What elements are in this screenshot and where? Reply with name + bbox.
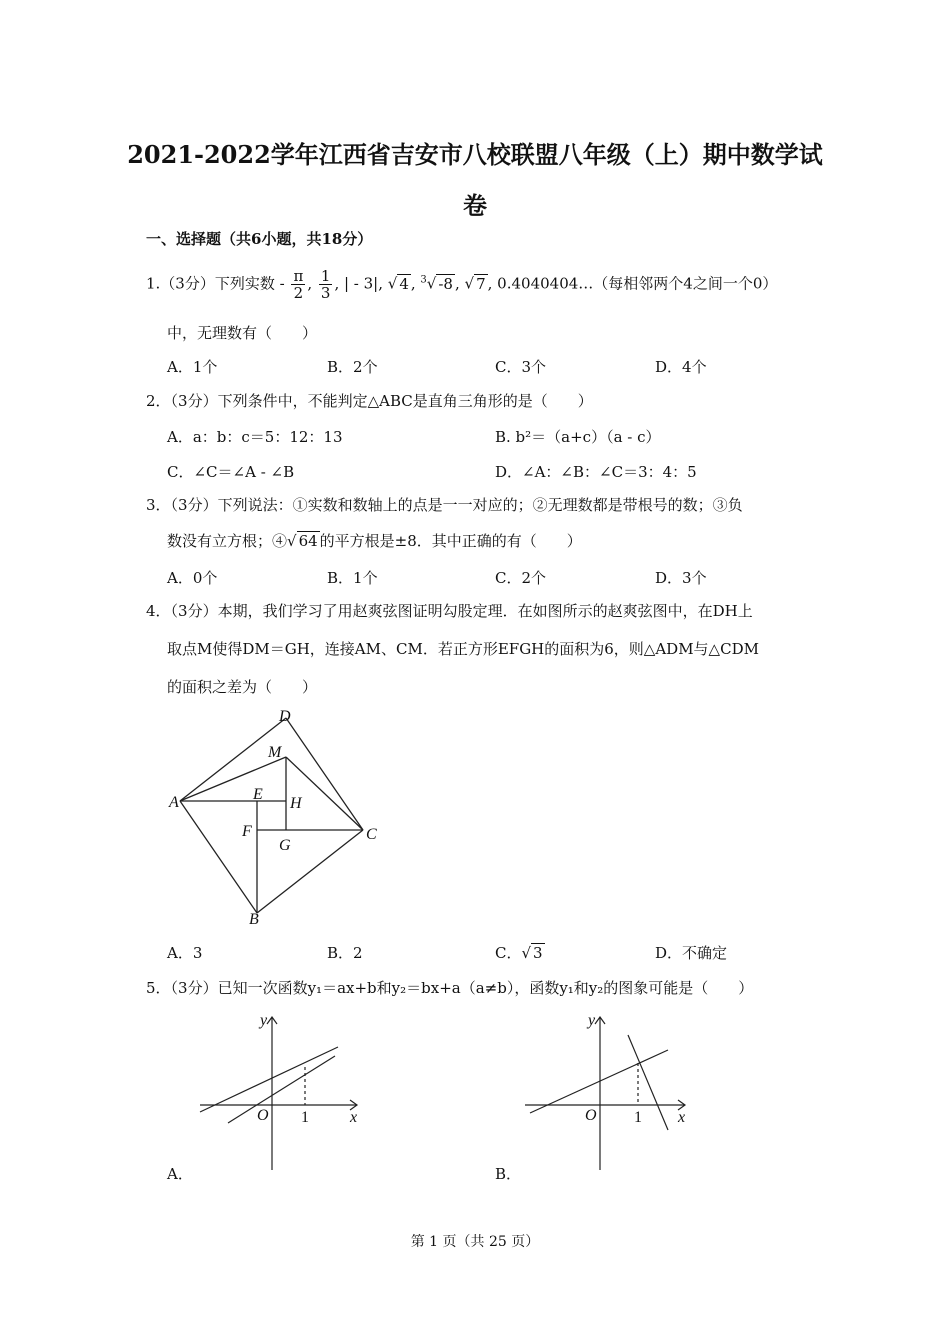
q2-option-b: B. b²＝（a+c）（a - c）: [495, 428, 661, 446]
frac-pi-over-2: [291, 268, 305, 301]
q1-option-d: D．4个: [655, 358, 707, 376]
q3-option-d: D．3个: [655, 569, 707, 587]
zhao-shuang-figure: [160, 700, 400, 932]
section-heading: 一、选择题（共6小题，共18分）: [146, 230, 373, 248]
segment-cm: [286, 757, 363, 830]
origin-label: O: [585, 1107, 597, 1124]
q4-option-a: A．3: [167, 944, 203, 962]
sqrt-64: 64: [298, 532, 318, 550]
tick-1-label: 1: [634, 1109, 642, 1126]
graph-b: [520, 1005, 695, 1175]
line-y1: [200, 1047, 338, 1112]
edge-cb: [257, 830, 363, 913]
q5-option-b: B．: [495, 1165, 522, 1183]
question-2: 2．（3分）下列条件中，不能判定△ABC是直角三角形的是（ ）: [146, 392, 593, 410]
label-c: C: [366, 826, 377, 843]
q4-line2: 取点M使得DM＝GH，连接AM、CM．若正方形EFGH的面积为6，则△ADM与△CDM: [167, 640, 759, 658]
cbrt-neg8: -8: [438, 274, 453, 293]
q3-line2: 数没有立方根；④√ 64 的平方根是±8．其中正确的有（ ）: [167, 532, 582, 550]
page-title: 2021-2022学年江西省吉安市八校联盟八年级（上）期中数学试: [127, 140, 823, 169]
graph-a: [195, 1005, 370, 1175]
label-b: B: [249, 911, 259, 928]
q1-option-a: A．1个: [167, 358, 218, 376]
q4-option-c-label: C．: [495, 944, 522, 962]
q1-tail: , 0.4040404…（每相邻两个4之间一个0）: [487, 274, 778, 293]
q4-line3: 的面积之差为（ ）: [167, 678, 318, 696]
q2-option-c: C．∠C＝∠A - ∠B: [167, 463, 295, 481]
label-e: E: [253, 786, 263, 803]
question-5: 5．（3分）已知一次函数y₁＝ax+b和y₂＝bx+a（a≠b），函数y₁和y₂的图象可能是（ ）: [146, 979, 754, 997]
question-1: 1.（3分）下列实数 - $\frac{\pi}{2}$ , $\frac{1}{3}$ , | - 3|, √ 4 , $^3$√ -8 , √ 7 , 0.4040404…（每相邻两个4之间一个0）: [146, 267, 778, 302]
q3-post: 的平方根是±8．其中正确的有（ ）: [319, 532, 582, 550]
question-4: 4．（3分）本期，我们学习了用赵爽弦图证明勾股定理．在如图所示的赵爽弦图中，在DH上: [146, 602, 753, 620]
frac-num: 1: [320, 267, 331, 285]
sqrt-3: 3: [533, 944, 543, 962]
q1-option-c: C．3个: [495, 358, 547, 376]
label-f: F: [242, 823, 252, 840]
page-title-continued: 卷: [463, 191, 487, 220]
q3-option-c: C．2个: [495, 569, 547, 587]
q1-abs: , | - 3|,: [334, 274, 383, 293]
q1-option-b: B．2个: [327, 358, 378, 376]
label-g: G: [279, 837, 291, 854]
sqrt-4: 4: [399, 274, 409, 293]
tick-1-label: 1: [301, 1109, 309, 1126]
frac-1-over-3: [319, 268, 333, 301]
page-footer: 第 1 页（共 25 页）: [410, 1234, 540, 1250]
frac-den: 3: [320, 284, 331, 302]
cube-root-index: 3: [420, 274, 427, 286]
q1-line2: 中，无理数有（ ）: [167, 324, 318, 342]
q4-option-c: C．√ 3: [495, 944, 543, 962]
x-label: x: [350, 1109, 358, 1126]
q1-prefix: 1.（3分）下列实数 -: [146, 274, 285, 293]
frac-num: π: [293, 267, 304, 285]
q2-option-d: D．∠A：∠B：∠C＝3：4：5: [495, 463, 697, 481]
question-3: 3．（3分）下列说法：①实数和数轴上的点是一一对应的；②无理数都是带根号的数；③负: [146, 496, 743, 514]
q4-option-d: D．不确定: [655, 944, 728, 962]
label-h: H: [290, 795, 302, 812]
frac-den: 2: [293, 284, 304, 302]
edge-ba: [180, 801, 257, 913]
q2-option-a: A．a：b：c＝5：12：13: [167, 428, 343, 446]
q5-option-a: A．: [167, 1165, 193, 1183]
y-label: y: [260, 1012, 268, 1029]
edge-dc: [286, 718, 363, 830]
q3-option-b: B．1个: [327, 569, 378, 587]
y-label: y: [588, 1012, 596, 1029]
q3-pre: 数没有立方根；④: [167, 532, 288, 550]
label-d: D: [279, 708, 291, 725]
q3-option-a: A．0个: [167, 569, 218, 587]
x-label: x: [678, 1109, 686, 1126]
segment-am: [180, 757, 286, 801]
label-m: M: [268, 744, 282, 761]
sqrt-7: 7: [476, 274, 486, 293]
line-y2: [228, 1056, 335, 1123]
q4-option-b: B．2: [327, 944, 363, 962]
label-a: A: [169, 794, 179, 811]
origin-label: O: [257, 1107, 269, 1124]
